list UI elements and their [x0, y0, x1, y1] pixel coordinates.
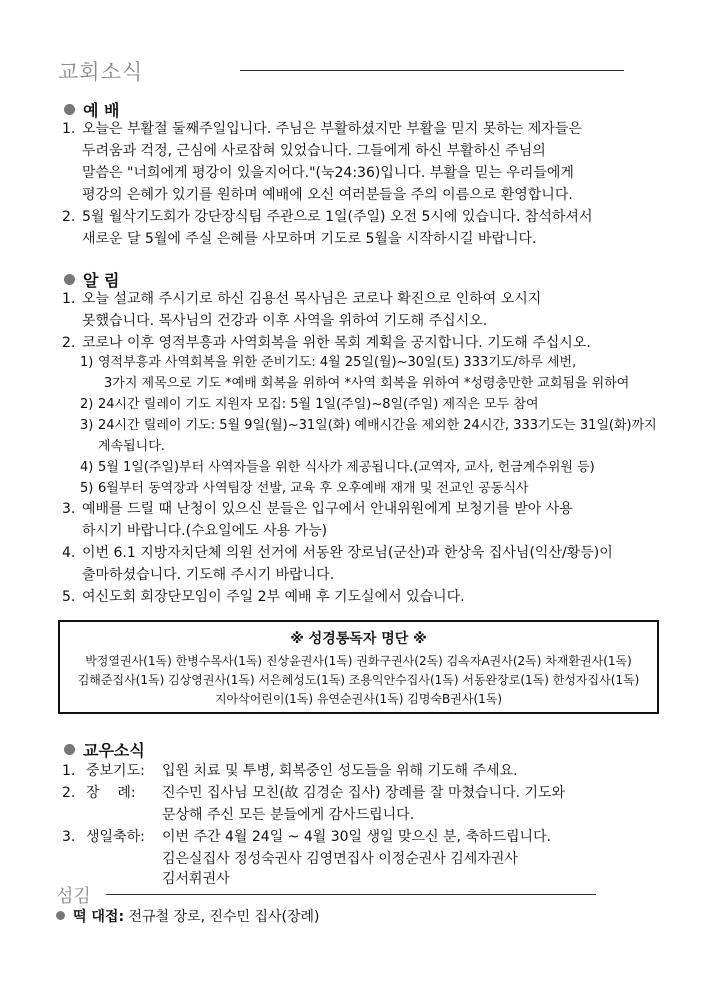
text-line: 이번 주간 4월 24일 ~ 4월 30일 생일 맞으신 분, 축하드립니다. — [162, 829, 552, 845]
text-line: 김은실집사 정성숙권사 김영면집사 이정순권사 김세자권사 — [162, 851, 518, 867]
bullet-icon — [64, 104, 75, 115]
serving-divider — [106, 894, 596, 895]
text-line: 문상해 주신 모든 분들에게 감사드립니다. — [162, 807, 415, 823]
text-line: 진수민 집사님 모친(故 김경순 집사) 장례를 잘 마쳤습니다. 기도와 — [162, 785, 566, 801]
text-line: 김서휘권사 — [162, 871, 230, 887]
bible-box-line: 김해준집사(1독) 김상영권사(1독) 서은혜성도(1독) 조용익안수집사(1독) 서동완장로(1독) 한성자집사(1독) — [77, 673, 640, 687]
text-line: 입원 치료 및 투병, 회복중인 성도들을 위해 기도해 주세요. — [162, 763, 518, 779]
text-line: 24시간 릴레이 기도 지원자 모집: 5월 1일(주일)~8일(주일) 제직은 모두 참여 — [98, 397, 539, 412]
serving-value: 전규철 장로, 진수민 집사(장례) — [128, 909, 320, 925]
text-line: 5월 1일(주일)부터 사역자들을 위한 식사가 제공됩니다.(교역자, 교사, 헌금계수위원 등) — [98, 460, 595, 475]
text-line: 예배를 드릴 때 난청이 있으신 분들은 입구에서 안내위원에게 보청기를 받아 사용 — [82, 501, 573, 517]
worship-heading-text: 예 배 — [83, 101, 120, 120]
text-line: 24시간 릴레이 기도: 5월 9일(월)~31일(화) 예배시간을 제외한 24시간, 333기도는 31일(화)까지 — [98, 418, 657, 433]
bible-box-line: 지아삭어린이(1독) 유연순권사(1독) 김명숙B권사(1독) — [214, 692, 503, 706]
list-number: 2. — [62, 335, 76, 351]
text-line: 출마하셨습니다. 기도해 주시기 바랍니다. — [82, 567, 335, 583]
sub-number: 4) — [80, 460, 94, 475]
bullet-icon — [64, 744, 75, 755]
text-line: 영적부흥과 사역회복을 위한 준비기도: 4월 25일(월)~30일(토) 333기도/하루 세번, — [98, 355, 577, 370]
page-title: 교회소식 — [58, 60, 144, 84]
text-line: 5월 월삭기도회가 강단장식팀 주관으로 1일(주일) 오전 5시에 있습니다. 참석하셔서 — [82, 209, 593, 225]
list-number: 3. — [62, 501, 76, 517]
text-line: 하시기 바랍니다.(수요일에도 사용 가능) — [82, 523, 328, 539]
bible-box-title: ※ 성경통독자 명단 ※ — [290, 631, 427, 647]
text-line: 말씀은 "너희에게 평강이 있을지어다."(눅24:36)입니다. 부활을 믿는 우리들에게 — [82, 165, 574, 181]
bible-reading-box — [58, 620, 659, 714]
text-line: 6월부터 동역장과 사역팀장 선발, 교육 후 오후예배 재개 및 전교인 공동식사 — [98, 481, 529, 496]
sub-number: 1) — [80, 355, 94, 370]
item-label: 중보기도: — [86, 763, 145, 779]
list-number: 1. — [62, 763, 76, 779]
text-line: 못했습니다. 목사님의 건강과 이후 사역을 위하여 기도해 주십시오. — [82, 313, 488, 329]
text-line: 3가지 제목으로 기도 *예배 회복을 위하여 *사역 회복을 위하여 *성령충만한 교회됨을 위하여 — [104, 376, 630, 391]
text-line: 평강의 은혜가 있기를 원하며 예배에 오신 여러분들을 주의 이름으로 환영합니다. — [82, 187, 573, 203]
bullet-icon — [56, 911, 65, 920]
text-line: 오늘 설교해 주시기로 하신 김용선 목사님은 코로나 확진으로 인하여 오시지 — [82, 291, 542, 307]
list-number: 2. — [62, 785, 76, 801]
serving-title: 섬김 — [56, 886, 91, 907]
item-label: 장 례: — [86, 785, 136, 801]
text-line: 새로운 달 5월에 주실 은혜를 사모하며 기도로 5월을 시작하시길 바랍니다. — [82, 231, 537, 247]
bullet-icon — [64, 274, 75, 285]
text-line: 두려움과 걱정, 근심에 사로잡혀 있었습니다. 그들에게 하신 부활하신 주님의 — [82, 143, 546, 159]
sub-number: 3) — [80, 418, 94, 433]
members-heading-text: 교우소식 — [83, 741, 145, 760]
list-number: 1. — [62, 121, 76, 137]
sub-number: 2) — [80, 397, 94, 412]
members-heading — [64, 738, 145, 761]
list-number: 1. — [62, 291, 76, 307]
list-number: 5. — [62, 589, 76, 605]
text-line: 계속됩니다. — [98, 439, 165, 454]
sub-number: 5) — [80, 481, 94, 496]
list-number: 3. — [62, 829, 76, 845]
serving-row — [56, 906, 320, 928]
text-line: 오늘은 부활절 둘째주일입니다. 주님은 부활하셨지만 부활을 믿지 못하는 제자들은 — [82, 121, 582, 137]
text-line: 코로나 이후 영적부흥과 사역회복을 위한 목회 계획을 공지합니다. 기도해 주십시오. — [82, 335, 591, 351]
bible-box-line: 박정열권사(1독) 한병수목사(1독) 진상윤권사(1독) 권화구권사(2독) 김옥자A권사(2독) 차재환권사(1독) — [85, 654, 632, 668]
notices-heading-text: 알 림 — [83, 271, 120, 290]
text-line: 이번 6.1 지방자치단체 의원 선거에 서동완 장로님(군산)과 한상욱 집사님(익산/황등)이 — [82, 545, 613, 561]
list-number: 2. — [62, 209, 76, 225]
title-divider — [240, 70, 624, 71]
text-line: 여신도회 회장단모임이 주일 2부 예배 후 기도실에서 있습니다. — [82, 589, 465, 605]
item-label: 생일축하: — [86, 829, 145, 845]
list-number: 4. — [62, 545, 76, 561]
serving-label: 떡 대접: — [73, 909, 125, 925]
